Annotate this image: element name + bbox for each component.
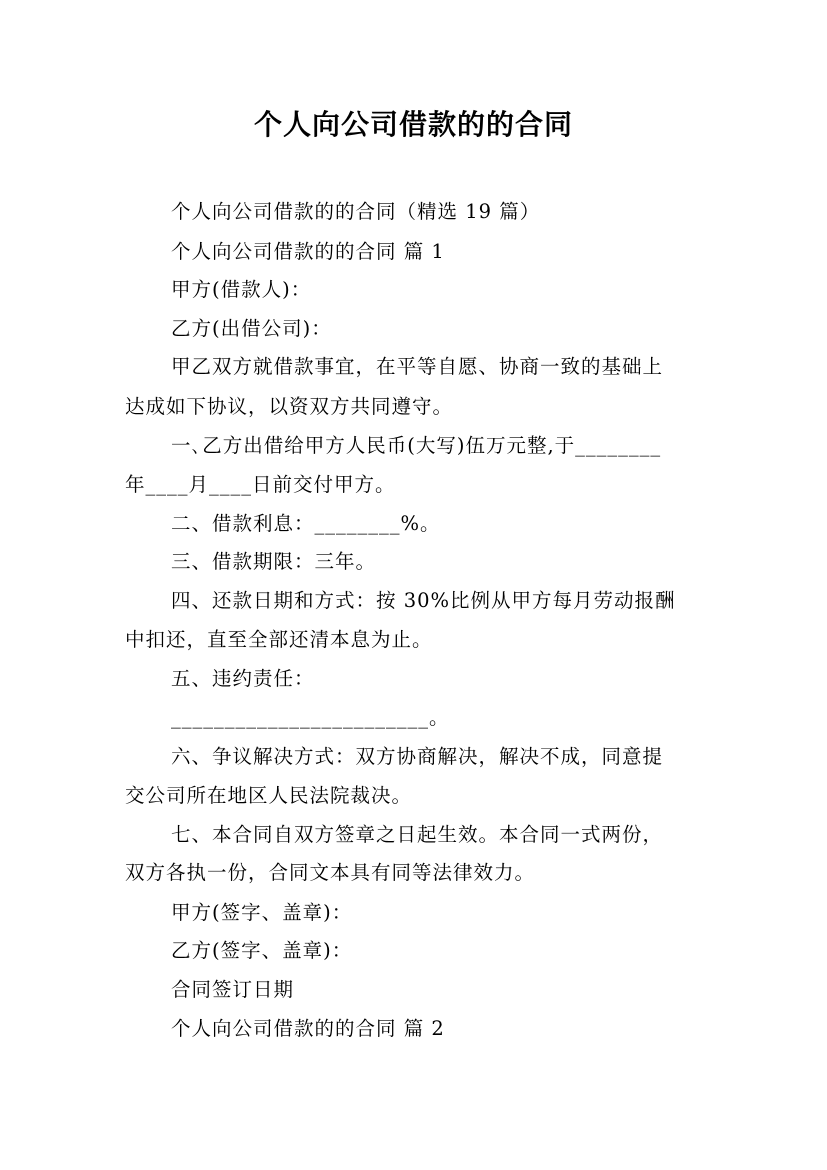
signing-date-label: 合同签订日期	[171, 978, 295, 1001]
section-heading-1: 个人向公司借款的的合同 篇 1	[171, 240, 445, 263]
clause-5-line: 五、违约责任：	[171, 667, 315, 690]
clause-4-line: 中扣还，直至全部还清本息为止。	[125, 628, 433, 651]
paragraph-line: 甲乙双方就借款事宜，在平等自愿、协商一致的基础上	[171, 355, 664, 378]
clause-1-line: 年____月____日前交付甲方。	[125, 473, 396, 496]
party-b-line: 乙方(出借公司)：	[171, 317, 332, 340]
subtitle-line: 个人向公司借款的的合同（精选 19 篇）	[171, 200, 541, 223]
clause-1-line: 一､乙方出借给甲方人民币(大写)伍万元整,于________	[171, 434, 662, 457]
signature-party-a: 甲方(签字、盖章)：	[171, 901, 353, 924]
clause-3-line: 三、借款期限：三年。	[171, 550, 377, 573]
clause-7-line: 双方各执一份，合同文本具有同等法律效力。	[125, 861, 536, 884]
clause-6-line: 六、争议解决方式：双方协商解决，解决不成，同意提	[171, 745, 664, 768]
party-a-line: 甲方(借款人)：	[171, 278, 312, 301]
clause-6-line: 交公司所在地区人民法院裁决。	[125, 784, 413, 807]
signature-party-b: 乙方(签字、盖章)：	[171, 939, 353, 962]
clause-4-line: 四、还款日期和方式：按 30%比例从甲方每月劳动报酬	[171, 589, 676, 612]
document-title: 个人向公司借款的的合同	[253, 108, 573, 141]
paragraph-line: 达成如下协议，以资双方共同遵守。	[125, 395, 454, 418]
section-heading-2: 个人向公司借款的的合同 篇 2	[171, 1017, 445, 1040]
clause-7-line: 七、本合同自双方签章之日起生效。本合同一式两份，	[171, 823, 664, 846]
blank-fill-line: ________________________。	[171, 706, 450, 729]
clause-2-line: 二、借款利息：________%。	[171, 512, 441, 535]
